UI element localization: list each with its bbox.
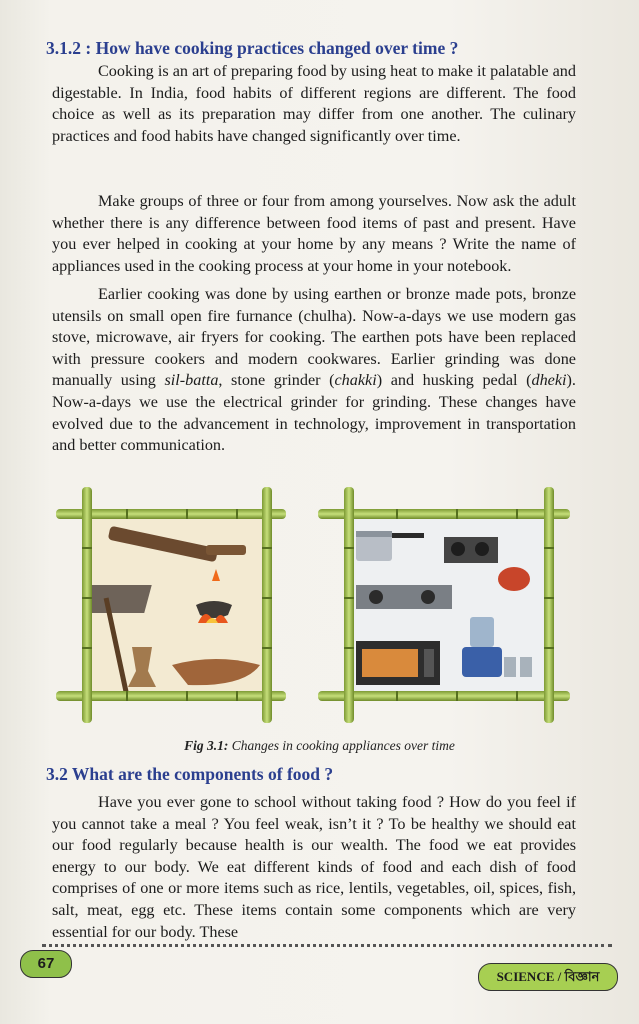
cooking-appliances-figure [56,487,576,727]
footer-divider [42,944,612,947]
paragraph-earlier-cooking: Earlier cooking was done by using earthen or bronze made pots, bronze utensils on small open fire furnance (chulha). Now-a-days we use modern gas stove, microwave, air fryers for cooking. The earthen pots have been replaced with pressure cookers and modern cookwares. Earlier grinding was done manually using sil-batta, stone grinder (chakki) and husking pedal (dheki). Now-a-days we use the electrical grinder for grinding. These changes have evolved due to the advancement in technology, improvement in transportation and better communication. [52,285,576,455]
modern-appliances-panel [348,509,548,699]
stone-slab-illustration [84,585,152,613]
paragraph-group-activity: Make groups of three or four from among yourselves. Now ask the adult whether there is any difference between food items of past and present. Have you ever helped in cooking at your home by any means ? Write the name of appliances used in the cooking process at your home in your notebook. [52,192,576,275]
section-heading-3-1-2: 3.1.2 : How have cooking practices changed over time ? [46,38,459,58]
gas-stove-illustration [356,585,452,609]
term-dheki: dheki [531,371,567,390]
subject-label: SCIENCE / বিজ্ঞান [478,963,618,991]
section-heading-3-2: 3.2 What are the components of food ? [46,764,334,784]
term-chakki: chakki [334,371,377,390]
old-appliances-panel [84,509,266,699]
microwave-illustration [356,641,440,685]
page-number-badge: 67 [20,950,72,978]
paragraph-components-of-food: Have you ever gone to school without taking food ? How do you feel if you cannot take a meal ? You feel weak, isn’t it ? To be healthy we should eat our food regularly because health is our wealth. The food we eat provides energy to our body. We eat different kinds of food and each dish of food comprises of one or more items such as rice, lentils, vegetables, oil, spices, fish, salt, meat, egg etc. These items contain some components which are very essential for our body. These [52,793,576,941]
figure-caption: Fig 3.1: Changes in cooking appliances over time [184,738,455,753]
term-sil-batta: sil-batta [164,371,219,390]
paragraph-cooking-art: Cooking is an art of preparing food by using heat to make it palatable and digestable. In India, food habits of different regions are different. The food choice as well as its preparation may differ from one another. The culinary practices and food habits have changed significantly over time. [52,62,576,145]
